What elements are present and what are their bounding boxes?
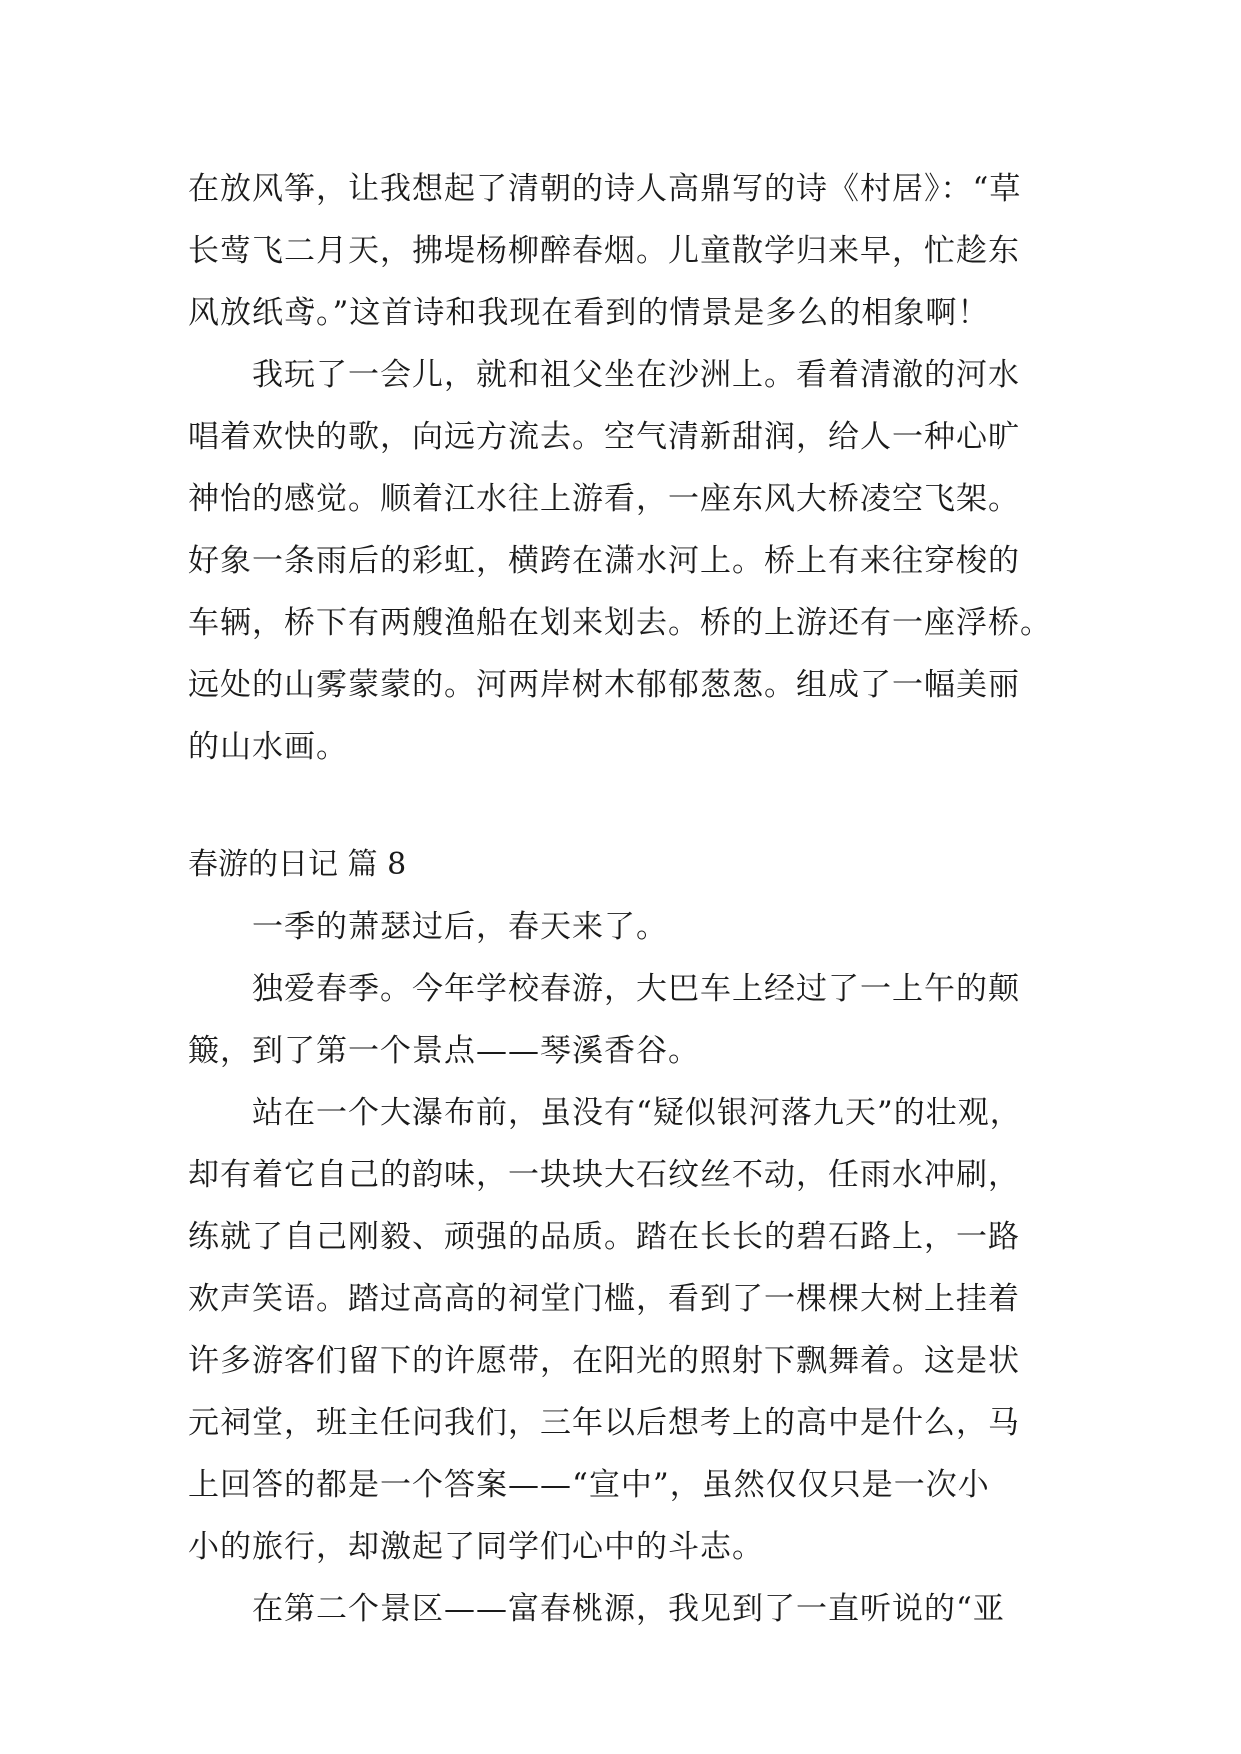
text-line: 欢声笑语。踏过高高的祠堂门槛，看到了一棵棵大树上挂着 (188, 1281, 1020, 1317)
text-line: 小的旅行，却激起了同学们心中的斗志。 (188, 1529, 764, 1565)
paragraph-spring-arrives (188, 896, 1058, 958)
text-line: 元祠堂，班主任问我们，三年以后想考上的高中是什么，马 (188, 1405, 1020, 1441)
section-heading: 春游的日记 篇 8 (188, 847, 407, 882)
text-line: 好象一条雨后的彩虹，横跨在潇水河上。桥上有来往穿梭的 (188, 543, 1020, 579)
text-line: 却有着它自己的韵味，一块块大石纹丝不动，任雨水冲刷， (188, 1157, 1020, 1193)
text-line: 唱着欢快的歌，向远方流去。空气清新甜润，给人一种心旷 (188, 419, 1020, 455)
paragraph-river-view (188, 344, 1058, 778)
text-line: 的山水画。 (188, 729, 348, 765)
paragraph-second-scenic-area (188, 1578, 1058, 1640)
text-line: 车辆，桥下有两艘渔船在划来划去。桥的上游还有一座浮桥。 (188, 605, 1052, 641)
text-line: 许多游客们留下的许愿带，在阳光的照射下飘舞着。这是状 (188, 1343, 1020, 1379)
text-line: 站在一个大瀑布前，虽没有“疑似银河落九天”的壮观， (252, 1095, 1022, 1131)
text-line: 练就了自己刚毅、顽强的品质。踏在长长的碧石路上，一路 (188, 1219, 1020, 1255)
text-line: 神怡的感觉。顺着江水往上游看，一座东风大桥凌空飞架。 (188, 481, 1020, 517)
text-line: 簸，到了第一个景点——琴溪香谷。 (188, 1033, 700, 1069)
paragraph-school-trip (188, 958, 1058, 1082)
text-line: 远处的山雾蒙蒙的。河两岸树木郁郁葱葱。组成了一幅美丽 (188, 667, 1020, 703)
text-line: 我玩了一会儿，就和祖父坐在沙洲上。看着清澈的河水 (252, 357, 1020, 393)
paragraph-continued (188, 158, 1058, 344)
text-line: 长莺飞二月天，拂堤杨柳醉春烟。儿童散学归来早，忙趁东 (188, 233, 1020, 269)
text-line: 在放风筝，让我想起了清朝的诗人高鼎写的诗《村居》：“草 (188, 171, 1022, 207)
paragraph-waterfall (188, 1082, 1058, 1578)
document-page (188, 158, 1058, 1640)
text-line: 上回答的都是一个答案——“宣中”，虽然仅仅只是一次小 (188, 1467, 990, 1503)
text-line: 风放纸鸢。”这首诗和我现在看到的情景是多么的相象啊！ (188, 295, 990, 331)
text-line: 独爱春季。今年学校春游，大巴车上经过了一上午的颠 (252, 971, 1020, 1007)
text-line: 在第二个景区——富春桃源，我见到了一直听说的“亚 (252, 1591, 1005, 1627)
text-line: 一季的萧瑟过后，春天来了。 (252, 909, 668, 945)
